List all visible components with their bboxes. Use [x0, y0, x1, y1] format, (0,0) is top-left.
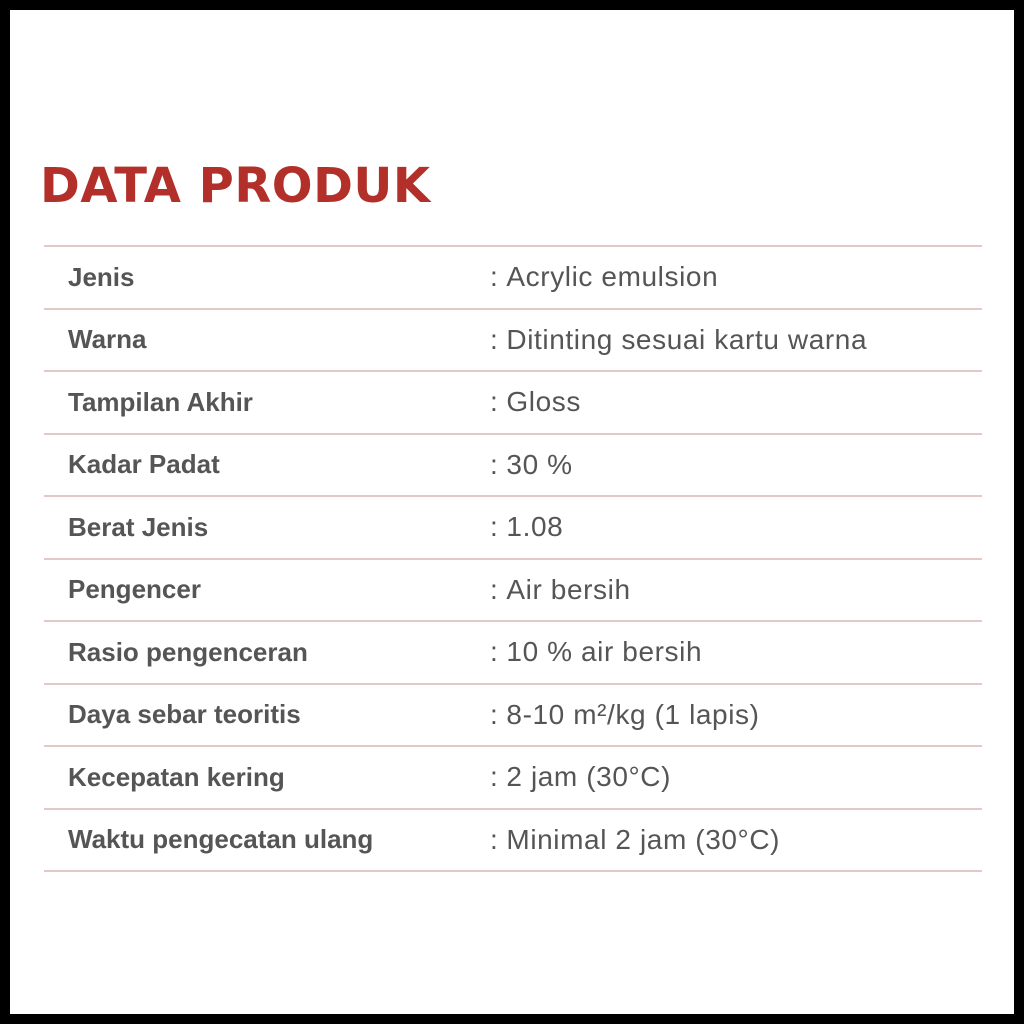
row-separator: : — [490, 386, 499, 418]
table-row — [44, 247, 982, 310]
row-label: Waktu pengecatan ulang — [68, 824, 374, 855]
row-separator: : — [490, 636, 499, 668]
row-value: 30 % — [506, 448, 573, 480]
row-value: 8-10 m²/kg (1 lapis) — [506, 698, 760, 730]
row-value-wrapper — [490, 636, 702, 668]
row-label: Rasio pengenceran — [68, 636, 308, 667]
row-value: 1.08 — [506, 511, 564, 543]
product-data-table — [44, 245, 982, 872]
row-separator: : — [490, 448, 499, 480]
row-label: Kadar Padat — [68, 449, 220, 480]
row-value: 10 % air bersih — [506, 636, 703, 668]
row-label: Warna — [68, 324, 147, 355]
table-row — [44, 622, 982, 685]
row-value: Minimal 2 jam (30°C) — [506, 823, 781, 855]
page-title: DATA PRODUK — [40, 158, 431, 214]
table-row — [44, 685, 982, 748]
row-value-wrapper — [490, 386, 581, 418]
row-separator: : — [490, 573, 499, 605]
row-value-wrapper — [490, 761, 671, 793]
row-value: 2 jam (30°C) — [506, 761, 672, 793]
row-value-wrapper — [490, 511, 563, 543]
row-value-wrapper — [490, 261, 718, 293]
row-value: Acrylic emulsion — [506, 261, 719, 293]
table-row — [44, 372, 982, 435]
row-value: Gloss — [506, 386, 581, 418]
row-label: Tampilan Akhir — [68, 386, 253, 417]
row-separator: : — [490, 698, 499, 730]
row-label: Pengencer — [68, 574, 201, 605]
table-row — [44, 560, 982, 623]
table-row — [44, 497, 982, 560]
row-separator: : — [490, 323, 499, 355]
table-row — [44, 310, 982, 373]
row-value-wrapper — [490, 824, 780, 856]
row-value-wrapper — [490, 699, 760, 731]
row-label: Jenis — [68, 261, 135, 292]
row-value: Air bersih — [506, 573, 631, 605]
row-value-wrapper — [490, 449, 573, 481]
row-separator: : — [490, 761, 499, 793]
row-value-wrapper — [490, 574, 631, 606]
row-separator: : — [490, 823, 499, 855]
table-row — [44, 810, 982, 873]
row-value: Ditinting sesuai kartu warna — [506, 323, 868, 355]
row-label: Berat Jenis — [68, 511, 209, 542]
table-row — [44, 435, 982, 498]
product-data-card — [10, 10, 1014, 1014]
row-label: Daya sebar teoritis — [68, 699, 301, 730]
table-row — [44, 747, 982, 810]
row-label: Kecepatan kering — [68, 761, 285, 792]
row-separator: : — [490, 511, 499, 543]
row-value-wrapper — [490, 324, 867, 356]
row-separator: : — [490, 261, 499, 293]
